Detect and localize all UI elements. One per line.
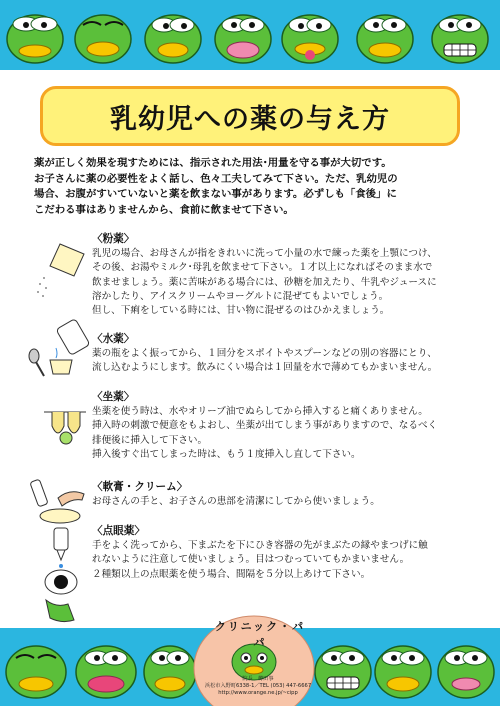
section-heading: 〈粉薬〉 xyxy=(92,233,135,245)
section-heading: 〈点眼薬〉 xyxy=(92,525,145,537)
page-title: 乳幼児への薬の与え方 xyxy=(110,103,390,135)
section-line: 但し、下痢をしている時には、甘い物に混ぜるのはひかえましょう。 xyxy=(92,305,390,317)
section-liquid xyxy=(92,332,477,376)
section-ointment xyxy=(92,480,477,509)
clinic-info xyxy=(198,676,318,697)
frog-face-icon xyxy=(315,646,371,698)
frog-face-icon xyxy=(432,15,488,63)
frog-face-icon xyxy=(282,15,338,63)
section-line: 挿入後すぐ出てしまった時は、もう１度挿入し直して下さい。 xyxy=(92,448,361,460)
frog-face-icon xyxy=(7,15,63,63)
section-line: ２種類以上の点眼薬を使う場合、間隔を５分以上あけて下さい。 xyxy=(92,568,371,580)
section-eye-drops xyxy=(92,524,477,582)
frog-face-icon xyxy=(76,646,136,698)
intro-line: こだわる事はありませんから、食前に飲ませて下さい。 xyxy=(34,203,294,216)
section-line: その後、お湯やミルク･母乳を飲ませて下さい。１才以上になればそのまま水で xyxy=(92,262,433,274)
intro-line: 薬が正しく効果を現すためには、指示された用法･用量を守る事が大切です。 xyxy=(34,157,392,169)
frog-faces-top-row xyxy=(0,0,500,70)
section-line: 薬の瓶をよく振ってから、１回分をスポイトやスプーンなどの別の容器にとり、 xyxy=(92,348,437,360)
ointment-icon xyxy=(30,478,90,526)
section-heading: 〈水薬〉 xyxy=(92,333,135,345)
section-line: 流し込むようにします。飲みにくい場合は１回量を水で薄めてもかまいません。 xyxy=(92,362,438,374)
clinic-director: 院長 樽田事 xyxy=(242,676,274,682)
section-suppository xyxy=(92,390,477,462)
section-line: 手をよく洗ってから、下まぶたを下にひき容器の先がまぶたの縁やまつげに触 xyxy=(92,540,428,552)
title-banner xyxy=(40,86,460,146)
section-line: れないように注意して使いましょう。目はつむっていてもかまいません。 xyxy=(92,554,410,566)
intro-paragraph xyxy=(34,156,474,218)
frog-face-icon xyxy=(145,15,201,63)
intro-line: お子さんに薬の必要性をよく話し、色々工夫してみて下さい。ただ、乳幼児の xyxy=(34,172,398,185)
powder-medicine-icon xyxy=(30,240,90,302)
clinic-address: 浜松市入野町6338-1／TEL (053) 447-6667 xyxy=(204,683,312,689)
section-line: お母さんの手と、お子さんの患部を清潔にしてから使いましょう。 xyxy=(92,496,380,508)
section-line: 坐薬を使う時は、水やオリーブ油でぬらしてから挿入すると痛くありません。 xyxy=(92,406,428,418)
intro-line: 場合、お腹がすいていないと薬を飲まない事があります。必ずしも「食後」に xyxy=(34,188,397,200)
clinic-url: http://www.orange.ne.jp/~cipp xyxy=(218,690,298,696)
section-powder xyxy=(92,232,477,318)
eye-drops-icon xyxy=(40,526,90,626)
section-line: 排便後に挿入して下さい。 xyxy=(92,434,208,446)
frog-face-icon xyxy=(144,646,196,698)
suppository-icon xyxy=(40,400,90,450)
section-line: 溶かしたり、アイスクリームやヨーグルトに混ぜてもよいでしょう。 xyxy=(92,290,389,302)
frog-face-icon xyxy=(6,646,66,698)
frog-face-icon xyxy=(75,15,131,63)
frog-face-icon xyxy=(438,646,494,698)
frog-face-icon xyxy=(357,15,413,63)
liquid-medicine-icon xyxy=(22,318,92,380)
frog-face-icon xyxy=(375,646,431,698)
section-line: 飲ませましょう。薬に苦味がある場合には、砂糖を加えたり、牛乳やジュースに xyxy=(92,276,437,288)
section-line: 乳児の場合、お母さんが指をきれいに洗って小量の水で練った薬を上顎につけ、 xyxy=(92,248,437,260)
section-heading: 〈軟膏・クリーム〉 xyxy=(92,481,188,493)
section-heading: 〈坐薬〉 xyxy=(92,391,135,403)
frog-face-icon xyxy=(215,15,271,63)
section-line: 挿入時の刺激で便意をもよおし、坐薬が出てしまう事がありますので、なるべく xyxy=(92,420,438,432)
clinic-name: クリニック・パパ xyxy=(214,620,306,649)
